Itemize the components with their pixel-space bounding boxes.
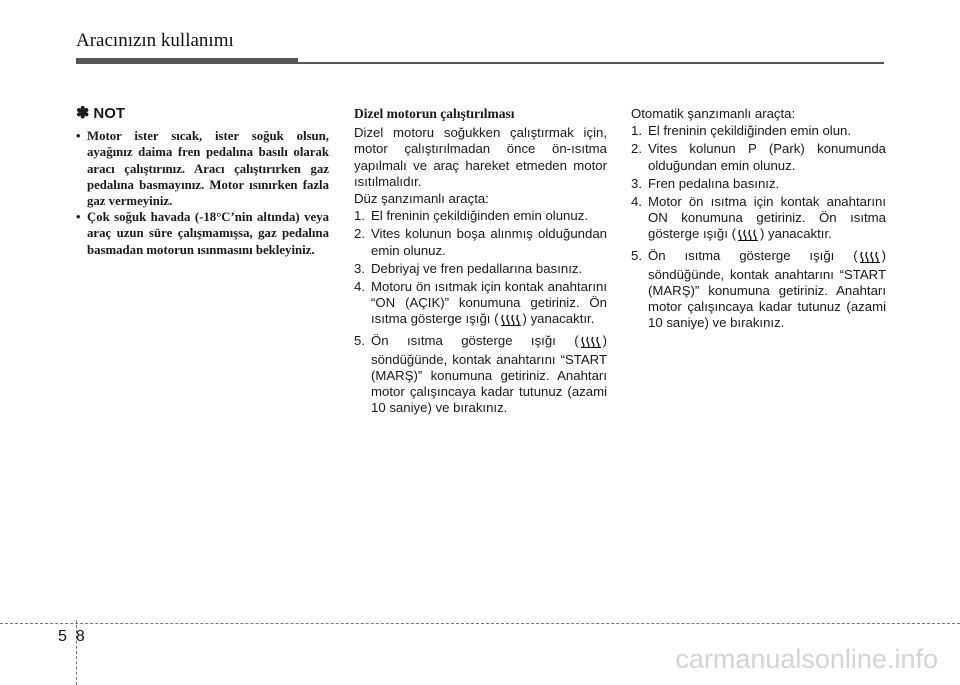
note-heading-label: NOT <box>93 105 126 122</box>
diesel-automatic-section <box>631 106 886 334</box>
manual-step: 4. Motoru ön ısıtmak için kontak anahtarını “ON (AÇIK)” konumuna getiriniz. Ön ısıtma gösterge ışığı ( ) yanacaktır. <box>354 279 607 331</box>
note-item: • Çok soğuk havada (-18°C’nin altında) veya araç uzun süre çalışmamışsa, gaz pedalına basmadan motorun ısınmasını bekleyiniz. <box>76 210 329 257</box>
auto-step: 1. El freninin çekildiğinden emin olun. <box>631 123 852 139</box>
manual-step: 2. Vites kolunun boşa alınmış olduğundan emin olunuz. <box>354 226 607 258</box>
header-rule-thin <box>298 62 884 64</box>
diesel-manual-section <box>354 106 607 419</box>
page-number: 58 <box>58 628 94 645</box>
section-heading: Dizel motorun çalıştırılması <box>354 106 515 121</box>
note-item: • Motor ister sıcak, ister soğuk olsun, ayağınız daima fren pedalına basılı olarak aracı çalıştırınız. Aracı çalıştırırken gaz pedalına basmayınız. Motor ısınırken fazla gaz vermeyiniz. <box>76 129 329 209</box>
header-rule-thick <box>76 58 298 64</box>
note-box <box>76 106 329 258</box>
footer-rule <box>0 623 960 624</box>
watermark: carmanualsonline.info <box>675 644 938 674</box>
glow-plug-indicator-icon <box>580 335 602 352</box>
glow-plug-indicator-icon <box>859 250 881 267</box>
note-star-icon: ✽ <box>76 105 90 122</box>
manual-step: 3. Debriyaj ve fren pedallarına basınız. <box>354 260 583 276</box>
auto-step: 2. Vites kolunun P (Park) konumunda olduğundan emin olunuz. <box>631 141 886 173</box>
auto-step: 3. Fren pedalına basınız. <box>631 175 780 191</box>
note-heading <box>76 106 329 122</box>
glow-plug-indicator-icon <box>500 313 522 330</box>
manual-step: 1. El freninin çekildiğinden emin olunuz. <box>354 208 588 224</box>
glow-plug-indicator-icon <box>737 228 759 245</box>
manual-step: 5. Ön ısıtma gösterge ışığı ( ) söndüğünde, kontak anahtarını “START (MARŞ)” konumuna getiriniz. Anahtarı motor çalışıncaya kadar tutunuz (azami 10 saniye) ve bırakınız. <box>354 332 607 416</box>
page-header-title: Aracınızın kullanımı <box>76 30 234 51</box>
intro-paragraph: Dizel motoru soğukken çalıştırmak için, motor çalıştırılmadan önce ön-ısıtma yapılmalı ve araç hareket etmeden motor ısıtılmalıdır. <box>354 125 607 189</box>
manual-label: Düz şanzımanlı araçta: <box>354 191 489 207</box>
auto-label: Otomatik şanzımanlı araçta: <box>631 106 796 121</box>
auto-step: 4. Motor ön ısıtma için kontak anahtarını ON konumuna getiriniz. Ön ısıtma gösterge ışığı ( ) yanacaktır. <box>631 194 886 246</box>
auto-step: 5. Ön ısıtma gösterge ışığı ( ) söndüğünde, kontak anahtarını “START (MARŞ)” konumuna getiriniz. Anahtarı motor çalışıncaya kadar tutunuz (azami 10 saniye) ve bırakınız. <box>631 247 886 331</box>
